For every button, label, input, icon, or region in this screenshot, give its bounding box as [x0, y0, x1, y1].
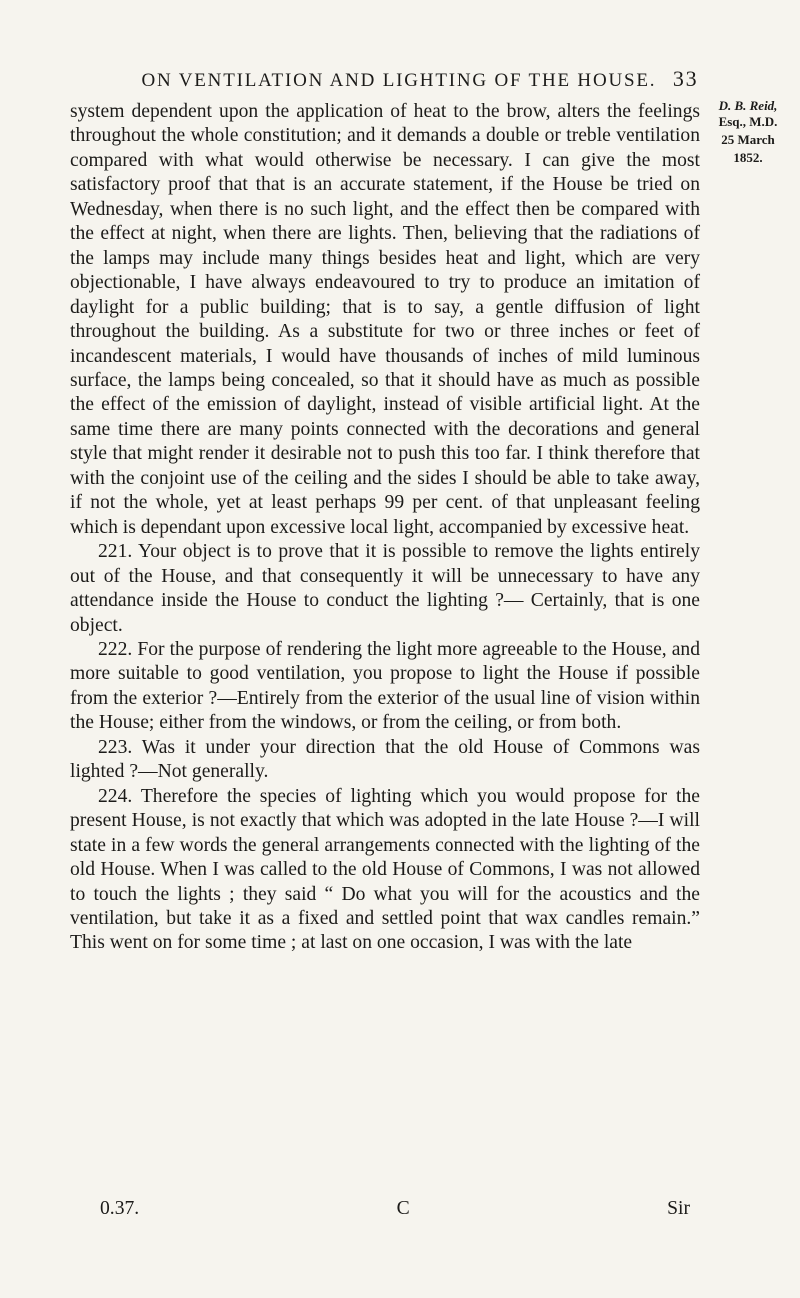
question-221: 221. Your object is to prove that it is possible to remove the lights entirely out of the House, and that consequently it will be unnecessary to have any attendance inside the House to conduct the lighting ?— Certainly, that is one object.: [70, 541, 700, 636]
margin-note: [702, 98, 794, 166]
question-223: 223. Was it under your direction that the old House of Commons was lighted ?—Not generally.: [70, 736, 700, 783]
page-number: 33: [672, 66, 699, 91]
paper-number: 0.37.: [100, 1198, 140, 1219]
signature-mark: C: [396, 1198, 410, 1219]
page-footer: [100, 1198, 690, 1220]
date-day: 25 March: [721, 132, 775, 147]
running-head: [120, 66, 720, 92]
catchword: Sir: [667, 1198, 690, 1219]
body-text: [70, 100, 700, 956]
paragraph-continuation: system dependent upon the application of heat to the brow, alters the feelings throughout the whole constitution; and it demands a double or treble ventilation compared with what would otherwise be necessary. I can give the most satisfactory proof that that is an accurate statement, if the House be tried on Wednesday, when there is no such light, and the effect then be compared with the effect at night, when there are lights. Then, believing that the radiations of the lamps may include many things besides heat and light, which are very objectionable, I have always endeavoured to try to produce an imitation of daylight for a public building; that is to say, a gentle diffusion of light throughout the building. As a substitute for two or three inches or feet of incandescent materials, I would have thousands of inches of mild luminous surface, the lamps being concealed, so that it should have as much as possible the effect of the emission of daylight, instead of visible artificial light. At the same time there are many points connected with the decorations and general style that might render it desirable not to push this too far. I think therefore that with the conjoint use of the ceiling and the sides I should be able to take away, if not the whole, yet at least perhaps 99 per cent. of that unpleasant feeling which is dependant upon excessive local light, accompanied by excessive heat.: [70, 101, 700, 538]
question-224: 224. Therefore the species of lighting which you would propose for the present House, is not exactly that which was adopted in the late House ?—I will state in a few words the general arrangements connected with the lighting of the old House. When I was called to the old House of Commons, I was not allowed to touch the lights ; they said “ Do what you will for the acoustics and the ventilation, but take it as a fixed and settled point that wax candles remain.” This went on for some time ; at last on one occasion, I was with the late: [70, 785, 700, 954]
witness-qualifier: Esq., M.D.: [718, 114, 778, 129]
running-head-title: ON VENTILATION AND LIGHTING OF THE HOUSE.: [141, 70, 657, 91]
date-year: 1852.: [733, 150, 763, 165]
witness-name: D. B. Reid,: [718, 98, 778, 113]
question-222: 222. For the purpose of rendering the light more agreeable to the House, and more suitable to good ventilation, you propose to light the House if possible from the exterior ?—Entirely from the exterior of the usual line of vision within the House; either from the windows, or from the ceiling, or from both.: [70, 638, 700, 734]
